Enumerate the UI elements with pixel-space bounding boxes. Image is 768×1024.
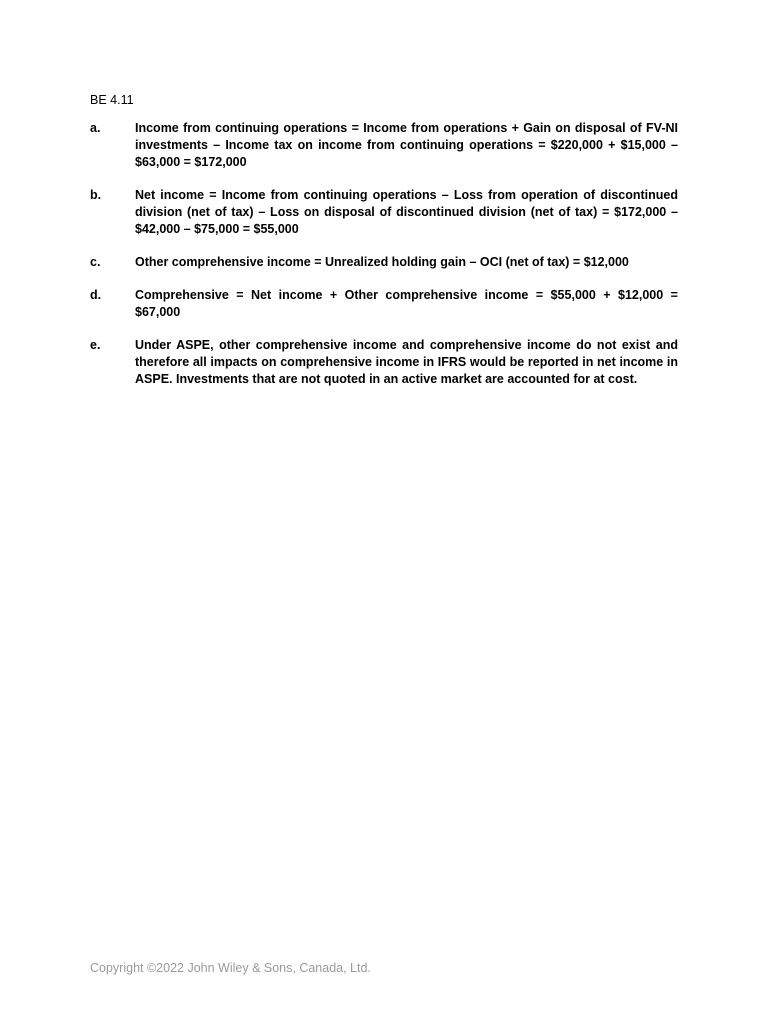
answer-text: Comprehensive = Net income + Other comprehensive income = $55,000 + $12,000 = $67,000 (135, 288, 678, 319)
answer-text: Income from continuing operations = Income from operations + Gain on disposal of FV-NI investments – Income tax on income from continuing operations = $220,000 + $15,000 – $63,000 = $172,000 (135, 121, 678, 169)
answer-item-a (90, 120, 678, 171)
answer-item-b (90, 187, 678, 238)
answer-letter: e. (90, 338, 101, 352)
answer-letter: d. (90, 288, 102, 302)
answer-letter: b. (90, 188, 102, 202)
answer-text: Other comprehensive income = Unrealized holding gain – OCI (net of tax) = $12,000 (135, 255, 629, 269)
answer-text: Under ASPE, other comprehensive income and comprehensive income do not exist and therefore all impacts on comprehensive income in IFRS would be reported in net income in ASPE. Investments that are not quoted in an active market are accounted for at cost. (135, 338, 678, 386)
copyright-footer: Copyright ©2022 John Wiley & Sons, Canada, Ltd. (90, 961, 371, 975)
exercise-heading: BE 4.11 (90, 93, 134, 107)
answer-list (90, 120, 678, 404)
answer-letter: c. (90, 255, 101, 269)
answer-item-c (90, 254, 678, 271)
answer-text: Net income = Income from continuing operations – Loss from operation of discontinued division (net of tax) – Loss on disposal of discontinued division (net of tax) = $172,000 – $42,000 – $75,000 = $55,000 (135, 188, 678, 236)
answer-letter: a. (90, 121, 101, 135)
answer-item-e (90, 337, 678, 388)
answer-item-d (90, 287, 678, 321)
